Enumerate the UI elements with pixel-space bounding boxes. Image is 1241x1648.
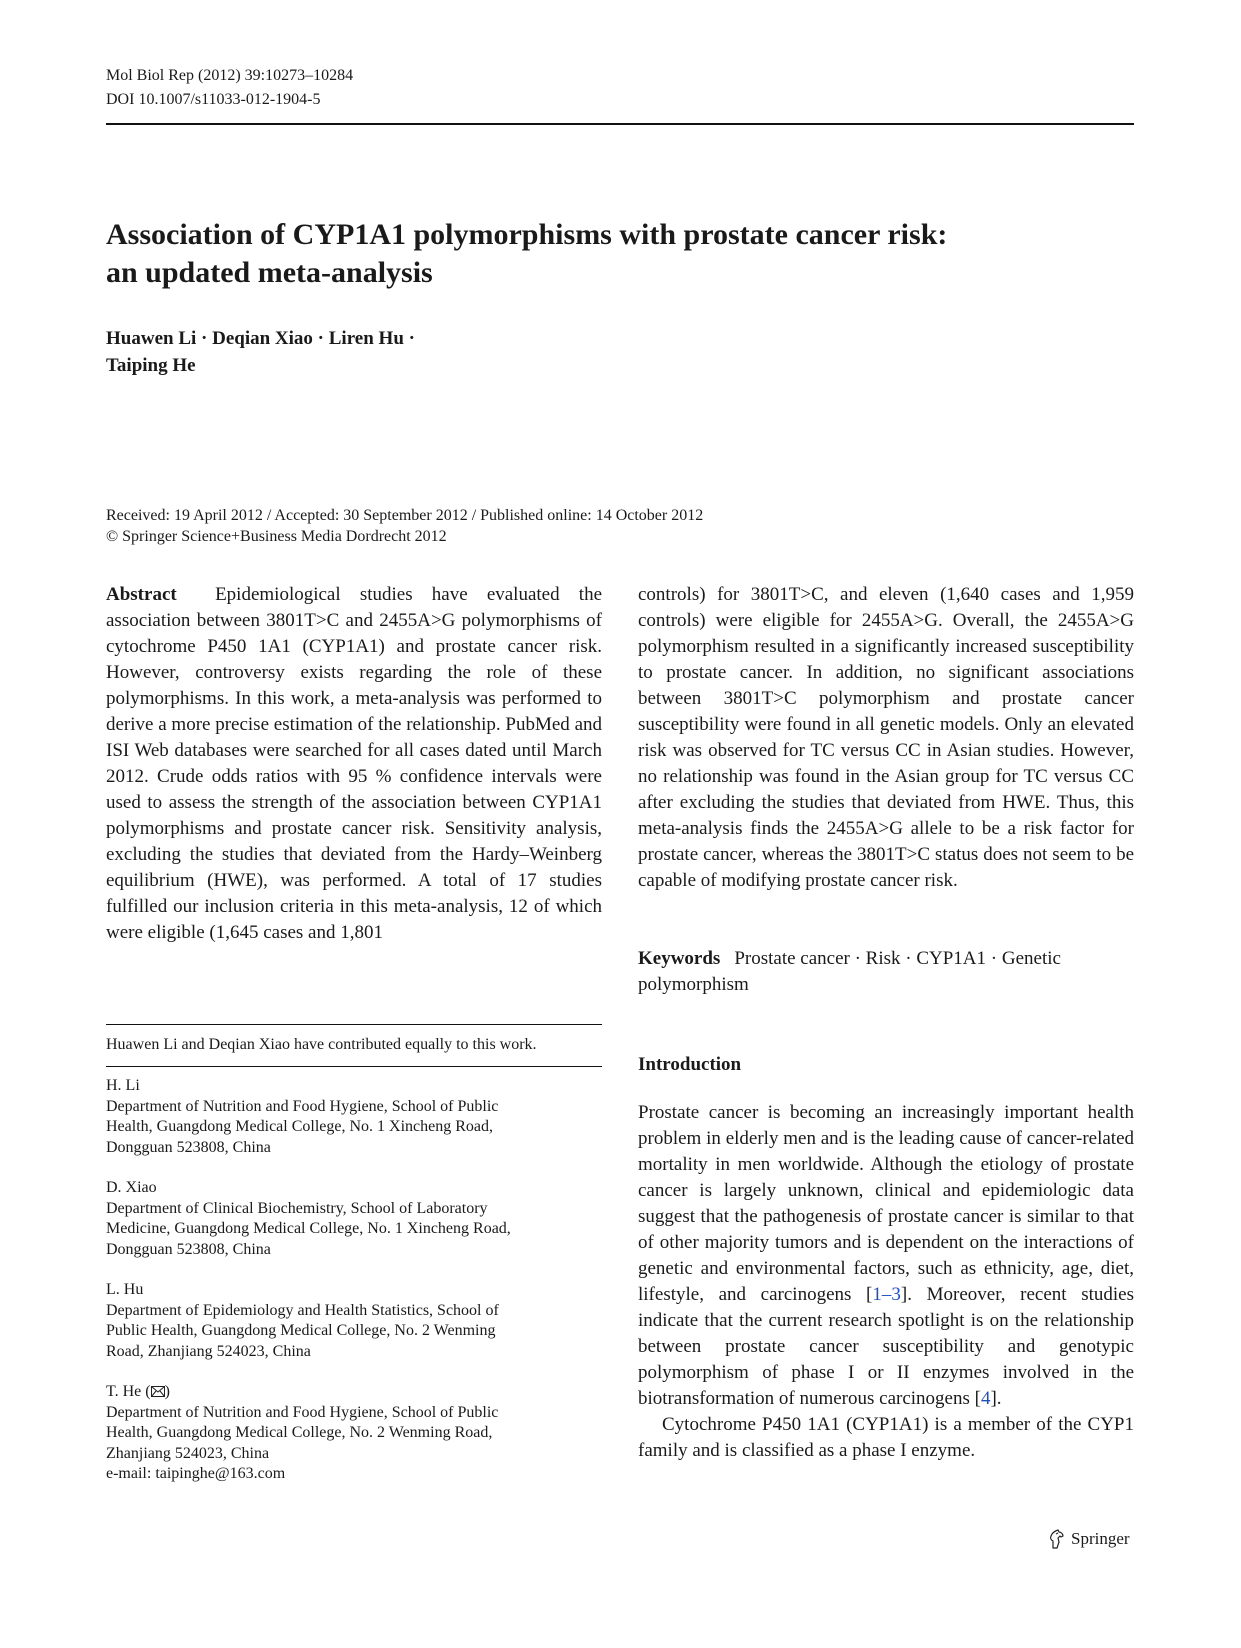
keywords — [638, 946, 1134, 998]
authors-line-1: Huawen Li · Deqian Xiao · Liren Hu · — [106, 328, 415, 349]
keywords-text: Prostate cancer · Risk · CYP1A1 · Genetic polymorphism — [638, 948, 1061, 995]
abstract-paragraph — [106, 582, 602, 946]
contribution-note: Huawen Li and Deqian Xiao have contributed equally to this work. — [106, 1036, 537, 1053]
authors-line-2: Taiping He — [106, 355, 196, 376]
title-line-2: an updated meta-analysis — [106, 256, 433, 289]
author-list — [106, 325, 706, 379]
intro-text: ]. — [990, 1388, 1002, 1409]
affiliation-line: Health, Guangdong Medical College, No. 2 Wenming Road, — [106, 1424, 493, 1441]
affiliation-line: Medicine, Guangdong Medical College, No. 1 Xincheng Road, — [106, 1220, 511, 1237]
affiliation-line: Dongguan 523808, China — [106, 1240, 271, 1258]
citation-link[interactable]: 4 — [980, 1388, 991, 1409]
journal-citation: Mol Biol Rep (2012) 39:10273–10284 — [106, 67, 354, 84]
affiliation-line: Department of Nutrition and Food Hygiene, School of Public — [106, 1097, 499, 1115]
publication-dates — [106, 505, 1006, 547]
abstract-left-column — [106, 582, 602, 946]
title-line-1: Association of CYP1A1 polymorphisms with prostate cancer risk: — [106, 218, 948, 251]
abstract-text-right: controls) for 3801T>C, and eleven (1,640 cases and 1,959 controls) were eligible for 2455A>G. Overall, the 2455A>G polymorphism resulted in a significantly increased susceptibility to prostate cancer. In addition, no significant associations between 3801T>C polymorphism and prostate cancer susceptibility were found in all genetic models. Only an elevated risk was observed for TC versus CC in Asian studies. However, no relationship was found in the Asian group for TC versus CC after excluding the studies that deviated from HWE. Thus, this meta-analysis finds the 2455A>G allele to be a risk factor for prostate cancer, whereas the 3801T>C status does not seem to be capable of modifying prostate cancer risk. — [638, 584, 1134, 891]
abstract-heading: Abstract — [106, 584, 177, 605]
doi[interactable]: DOI 10.1007/s11033-012-1904-5 — [106, 91, 321, 108]
corresponding-author: T. He ( ) — [106, 1383, 170, 1400]
affiliation-line: Dongguan 523808, China — [106, 1138, 271, 1156]
footnote-rule-bottom — [106, 1066, 602, 1067]
affiliation-name: T. He — [106, 1383, 142, 1400]
keywords-heading: Keywords — [638, 948, 721, 969]
springer-horse-icon — [1047, 1528, 1067, 1550]
email-prefix: e-mail: — [106, 1465, 156, 1482]
publisher-name: Springer — [1071, 1529, 1130, 1548]
footnote-rule-top — [106, 1024, 602, 1025]
intro-text: Prostate cancer is becoming an increasingly important health problem in elderly men and is the leading cause of cancer-related mortality in men worldwide. Although the etiology of prostate cancer is largely unknown, clinical and epidemiologic data suggest that the pathogenesis of prostate cancer is similar to that of other majority tumors and is dependent on the interactions of genetic and environmental factors, such as ethnicity, age, diet, lifestyle, and carcinogens [ — [638, 1102, 1134, 1305]
introduction-heading: Introduction — [638, 1054, 742, 1075]
journal-header — [106, 64, 353, 112]
intro-paragraph-2: Cytochrome P450 1A1 (CYP1A1) is a member of the CYP1 family and is classified as a phase I enzyme. — [638, 1414, 1134, 1461]
header-rule — [106, 123, 1134, 125]
affiliation-line: Department of Epidemiology and Health Statistics, School of — [106, 1301, 499, 1319]
affiliation-line: Public Health, Guangdong Medical College, No. 2 Wenming — [106, 1322, 496, 1339]
affiliation-line: Department of Clinical Biochemistry, School of Laboratory — [106, 1199, 488, 1217]
copyright-line: © Springer Science+Business Media Dordrecht 2012 — [106, 528, 447, 545]
affiliation-li — [106, 1076, 602, 1158]
abstract-right-column — [638, 582, 1134, 894]
affiliation-name: D. Xiao — [106, 1179, 157, 1196]
publisher-logo — [1047, 1528, 1130, 1550]
affiliation-he — [106, 1382, 602, 1485]
affiliation-name: L. Hu — [106, 1281, 144, 1298]
citation-link[interactable]: 1–3 — [872, 1284, 901, 1305]
email-line — [106, 1464, 602, 1485]
affiliation-line: Health, Guangdong Medical College, No. 1 Xincheng Road, — [106, 1118, 494, 1135]
intro-paragraph-1 — [638, 1100, 1134, 1412]
affiliation-name: H. Li — [106, 1077, 140, 1094]
envelope-icon — [151, 1386, 165, 1397]
introduction-body — [638, 1100, 1134, 1464]
affiliation-xiao — [106, 1178, 602, 1260]
affiliations — [106, 1076, 602, 1505]
affiliation-line: Zhanjiang 524023, China — [106, 1444, 270, 1462]
email-link[interactable]: taipinghe@163.com — [155, 1465, 286, 1482]
affiliation-line: Road, Zhanjiang 524023, China — [106, 1342, 311, 1360]
dates-line: Received: 19 April 2012 / Accepted: 30 September 2012 / Published online: 14 October 2012 — [106, 507, 704, 524]
intro-text: ]. Moreover, recent studies indicate that the current research spotlight is on the relationship between prostate cancer susceptibility and genotypic polymorphism of phase I or II enzymes involved in the biotransformation of numerous carcinogens [ — [638, 1284, 1134, 1409]
article-title — [106, 216, 1136, 292]
affiliation-hu — [106, 1280, 602, 1362]
abstract-text-left: Epidemiological studies have evaluated the association between 3801T>C and 2455A>G polymorphisms of cytochrome P450 1A1 (CYP1A1) and prostate cancer risk. However, controversy exists regarding the role of these polymorphisms. In this work, a meta-analysis was performed to derive a more precise estimation of the relationship. PubMed and ISI Web databases were searched for all cases dated until March 2012. Crude odds ratios with 95 % confidence intervals were used to assess the strength of the association between CYP1A1 polymorphisms and prostate cancer risk. Sensitivity analysis, excluding the studies that deviated from the Hardy–Weinberg equilibrium (HWE), was performed. A total of 17 studies fulfilled our inclusion criteria in this meta-analysis, 12 of which were eligible (1,645 cases and 1,801 — [106, 584, 602, 943]
affiliation-line: Department of Nutrition and Food Hygiene, School of Public — [106, 1403, 499, 1421]
